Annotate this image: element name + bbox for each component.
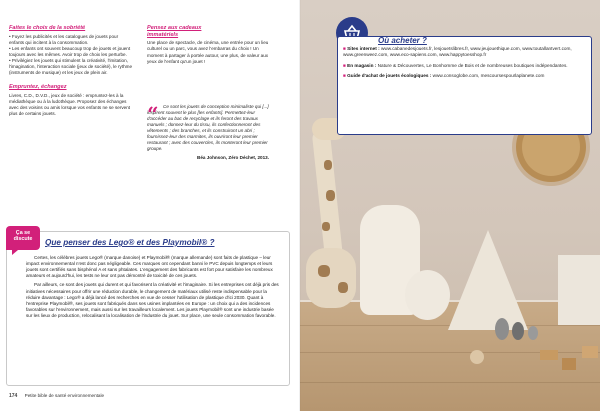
- wooden-block: [582, 346, 598, 358]
- sobriete-heading: Faites le choix de la sobriété: [9, 25, 86, 31]
- quote-text: Ce sont les jouets de conception minimaliste qui [...] inspirent souvent le plus [les enfants]. Permettez-leur d'accéder au bac de recyclage et ils feront des travaux manuels ; donnez-leur du tissu, ils confectionneront des vêtements ; des branches, et ils construiront un abri ; fournissez-leur des marmites, ils ouvriront leur premier restaurant ; avec des couvercles, ils monteront leur premier groupe.: [147, 104, 269, 152]
- sobriete-bullet: • Fuyez les publicités et les catalogues de jouets pour enfants qui incitent à la consommation.: [9, 33, 119, 45]
- discussion-title: Que penser des Lego® et des Playmobil® ?: [45, 238, 215, 247]
- bear-cushion: [405, 270, 450, 320]
- magasin-item: [343, 63, 583, 69]
- cadeaux-heading: Pensez aux cadeaux immatériels: [147, 25, 202, 38]
- bullet-icon: ■: [343, 46, 348, 51]
- toy-figure: [495, 318, 509, 340]
- discussion-paragraph: Par ailleurs, ce sont des jouets qui durent et qui favorisent la créativité et l'imaginaire. Si les entreprises ont déjà pris des initiatives nécessaires pour offrir une réduction durable, le changement de matériaux utilisé reste indispensable pour la réduire davantage : Lego® a déjà lancé des recherches en vue de cesser l'utilisation de plastique d'ici 2030. Quant à l'entreprise Playmobil®, ses jouets sont fabriqués dans ses usines implantées en Europe : un choix qui a des incidences favorables sur l'environnement, mais aussi sur les travailleurs localement. Les jouets Playmobil® sont une industrie basée sur les lieux de production, relocalisant la localisation de l'industrie du jouet. Sur place, une seule consommation favorable.: [26, 282, 279, 318]
- quote-block: [147, 104, 269, 160]
- where-to-buy-title: Où acheter ?: [378, 36, 427, 45]
- internet-label: Sites internet :: [347, 46, 380, 51]
- magasin-label: En magasin :: [347, 62, 377, 68]
- page-footer: [9, 393, 104, 399]
- wooden-block: [540, 350, 558, 360]
- quote-author: Béa Johnson, Zéro Déchet, 2013.: [197, 154, 269, 160]
- sobriete-bullet: • Privilégiez les jouets qui stimulent la créativité, l'imitation, l'imagination, l'interaction sociale (jeux de société), le rythme (instruments de musique) et les jeux de plein air.: [9, 57, 133, 76]
- giraffe-spot: [318, 265, 330, 277]
- magasin-text: Nature & Découvertes, Le Bonhomme de Bois et de nombreuses boutiques indépendantes.: [377, 62, 568, 68]
- cadeaux-text: Une place de spectacle, de cinéma, une entrée pour un lieu culturel ou un parc, vous avez l'embarras du choix ! Un moment à partager à portée autour, une plus, de valeur aux yeux de l'enfant qu'un jouet !: [147, 40, 269, 64]
- echangez-heading: Empruntez, échangez: [9, 84, 67, 91]
- wooden-shelf: [558, 255, 600, 325]
- echangez-text: Livres, C.D., D.V.D., jeux de société : empruntez-les à la médiathèque ou à la ludothèque. Proposez des échanges avec des voisins ou amis lorsque vos enfants ne se servent plus de certains jouets.: [9, 92, 131, 117]
- guide-urls: www.consoglobe.com, mescoursespourlaplanete.com: [432, 73, 545, 79]
- book-gutter: [299, 0, 301, 411]
- bullet-icon: ■: [343, 62, 348, 68]
- echangez-section: [9, 84, 133, 117]
- guide-item: [343, 73, 583, 79]
- internet-item: [343, 46, 583, 59]
- play-tent: [448, 230, 528, 330]
- discussion-badge: Ça se discute: [6, 226, 40, 250]
- bullet-icon: ■: [343, 73, 348, 79]
- toy-figure: [512, 322, 524, 340]
- guide-label: Guide d'achat de jouets écologiques :: [347, 73, 432, 79]
- left-column: [9, 25, 133, 120]
- toy-figure: [528, 326, 538, 340]
- wooden-block: [562, 358, 576, 370]
- floor-plank: [300, 382, 600, 383]
- internet-urls: www.cabanedesjouets.fr, lesjouetslibres.fr, www.jeujouethique.com, www.toutallantvert.com, www.greenweez.com, www.eco-sapiens.com, www.happytoesshop.fr: [343, 46, 572, 58]
- book-title: Petite bible de santé environnementale: [24, 393, 105, 398]
- sobriete-bullet: • Les enfants ont souvent beaucoup trop de jouets et jouent toujours avec les mêmes. Avoir trop de choix les perturbe.: [9, 45, 131, 57]
- wooden-ball: [470, 350, 484, 364]
- discussion-paragraph: Certes, les célèbres jouets Lego® (marque danoise) et Playmobil® (marque allemande) sont faits de plastique – leur impact environnemental n'est donc pas négligeable. Ces marques ont cependant banni le PVC depuis longtemps et leurs jouets sont certifiés sans bisphénol A et sans phtalates. L'engagement des fabricants est fort pour satisfaire les nombreux amateurs et aujourd'hui, les tests ne leur ont pas démontré de toxicité de ces jouets.: [26, 255, 273, 279]
- giraffe-spot: [338, 282, 348, 293]
- page-number: 174: [9, 393, 18, 399]
- giraffe-spot: [326, 190, 335, 201]
- where-to-buy-body: [343, 46, 583, 83]
- discussion-body: [26, 255, 280, 322]
- sobriete-section: [9, 25, 133, 76]
- giraffe-spot: [322, 222, 330, 231]
- right-column: [147, 25, 269, 65]
- giraffe-spot: [324, 160, 332, 170]
- giraffe-plush-body: [306, 248, 356, 308]
- quote-mark-icon: “: [147, 102, 159, 126]
